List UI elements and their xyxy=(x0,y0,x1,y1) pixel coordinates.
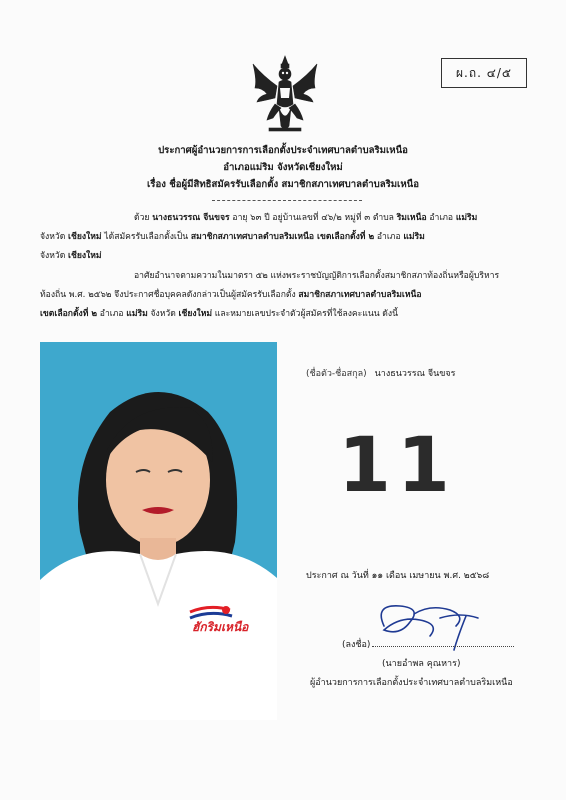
text-span: อำเภอ xyxy=(374,232,404,242)
signature-label: (ลงชื่อ) xyxy=(342,640,371,650)
announcement-title: ประกาศผู้อำนวยการการเลือกตั้งประจำเทศบาลตำบลริมเหนือ xyxy=(158,145,408,156)
candidate-photo xyxy=(40,342,277,720)
text-span: จังหวัด xyxy=(40,251,69,261)
paragraph-candidate-details xyxy=(40,209,526,266)
district-text: แม่ริม xyxy=(403,232,425,242)
shirt-logo-text: ฮักริมเหนือ xyxy=(192,620,249,634)
signature-line xyxy=(342,637,514,651)
announcement-date: ประกาศ ณ วันที่ ๑๑ เดือน เมษายน พ.ศ. ๒๕๖๘ xyxy=(306,571,490,581)
constituency-text: เขตเลือกตั้งที่ ๒ xyxy=(40,309,98,319)
district-text: แม่ริม xyxy=(455,213,478,223)
constituency-text: สมาชิกสภาเทศบาลตำบลริมเหนือ เขตเลือกตั้งที่ ๒ xyxy=(190,232,375,242)
text-span: ด้วย xyxy=(134,213,153,223)
candidate-number: 11 xyxy=(338,420,456,509)
garuda-emblem-icon xyxy=(249,54,321,136)
candidate-name-row xyxy=(306,366,456,380)
text-span: ได้สมัครรับเลือกตั้งเป็น xyxy=(101,232,191,242)
council-text: สมาชิกสภาเทศบาลตำบลริมเหนือ xyxy=(298,290,422,300)
district-text: แม่ริม xyxy=(126,309,148,319)
text-span: และหมายเลขประจำตัวผู้สมัครที่ใช้ลงคะแนน ดังนี้ xyxy=(212,309,398,319)
divider xyxy=(212,200,362,201)
text-span: จังหวัด xyxy=(147,309,179,319)
paragraph-line xyxy=(40,228,526,247)
subdistrict-text: ริมเหนือ xyxy=(396,213,427,223)
province-text: เชียงใหม่ xyxy=(68,232,102,242)
province-text: เชียงใหม่ xyxy=(178,309,213,319)
paragraph-line xyxy=(40,286,526,305)
paragraph-line: อาศัยอำนาจตามความในมาตรา ๕๒ แห่งพระราชบัญญัติการเลือกตั้งสมาชิกสภาท้องถิ่นหรือผู้บริหาร xyxy=(134,271,500,281)
signer-title: ผู้อำนวยการการเลือกตั้งประจำเทศบาลตำบลริมเหนือ xyxy=(310,678,513,688)
form-code-box: ผ.ถ. ๔/๕ xyxy=(441,58,527,88)
candidate-portrait-illustration xyxy=(40,342,277,720)
announcement-subject: เรื่อง ชื่อผู้มีสิทธิสมัครรับเลือกตั้ง สมาชิกสภาเทศบาลตำบลริมเหนือ xyxy=(147,179,419,190)
text-span: จังหวัด xyxy=(40,232,69,242)
name-label: (ชื่อตัว-ชื่อสกุล) xyxy=(306,369,367,379)
signer-name: (นายอำพล คุณหาร) xyxy=(382,659,461,669)
signature-dotted-line xyxy=(372,646,514,647)
paragraph-legal-basis xyxy=(40,267,526,324)
candidate-name: นางธนวรรณ จีนขจร xyxy=(374,369,456,379)
announcement-district: อำเภอแม่ริม จังหวัดเชียงใหม่ xyxy=(223,162,343,173)
text-span: อำเภอ xyxy=(426,213,456,223)
province-text: เชียงใหม่ xyxy=(68,251,102,261)
paragraph-line xyxy=(86,209,526,228)
text-span: อายุ ๖๓ ปี อยู่บ้านเลขที่ ๔๖/๒ หมู่ที่ ๓ ตำบล xyxy=(229,213,397,223)
text-span: ท้องถิ่น พ.ศ. ๒๕๖๒ จึงประกาศชื่อบุคคลดังกล่าวเป็นผู้สมัครรับเลือกตั้ง xyxy=(40,290,299,300)
text-span: อำเภอ xyxy=(97,309,127,319)
paragraph-line xyxy=(40,305,526,324)
paragraph-line xyxy=(40,247,526,266)
candidate-name-text: นางธนวรรณ จีนขจร xyxy=(152,213,230,223)
